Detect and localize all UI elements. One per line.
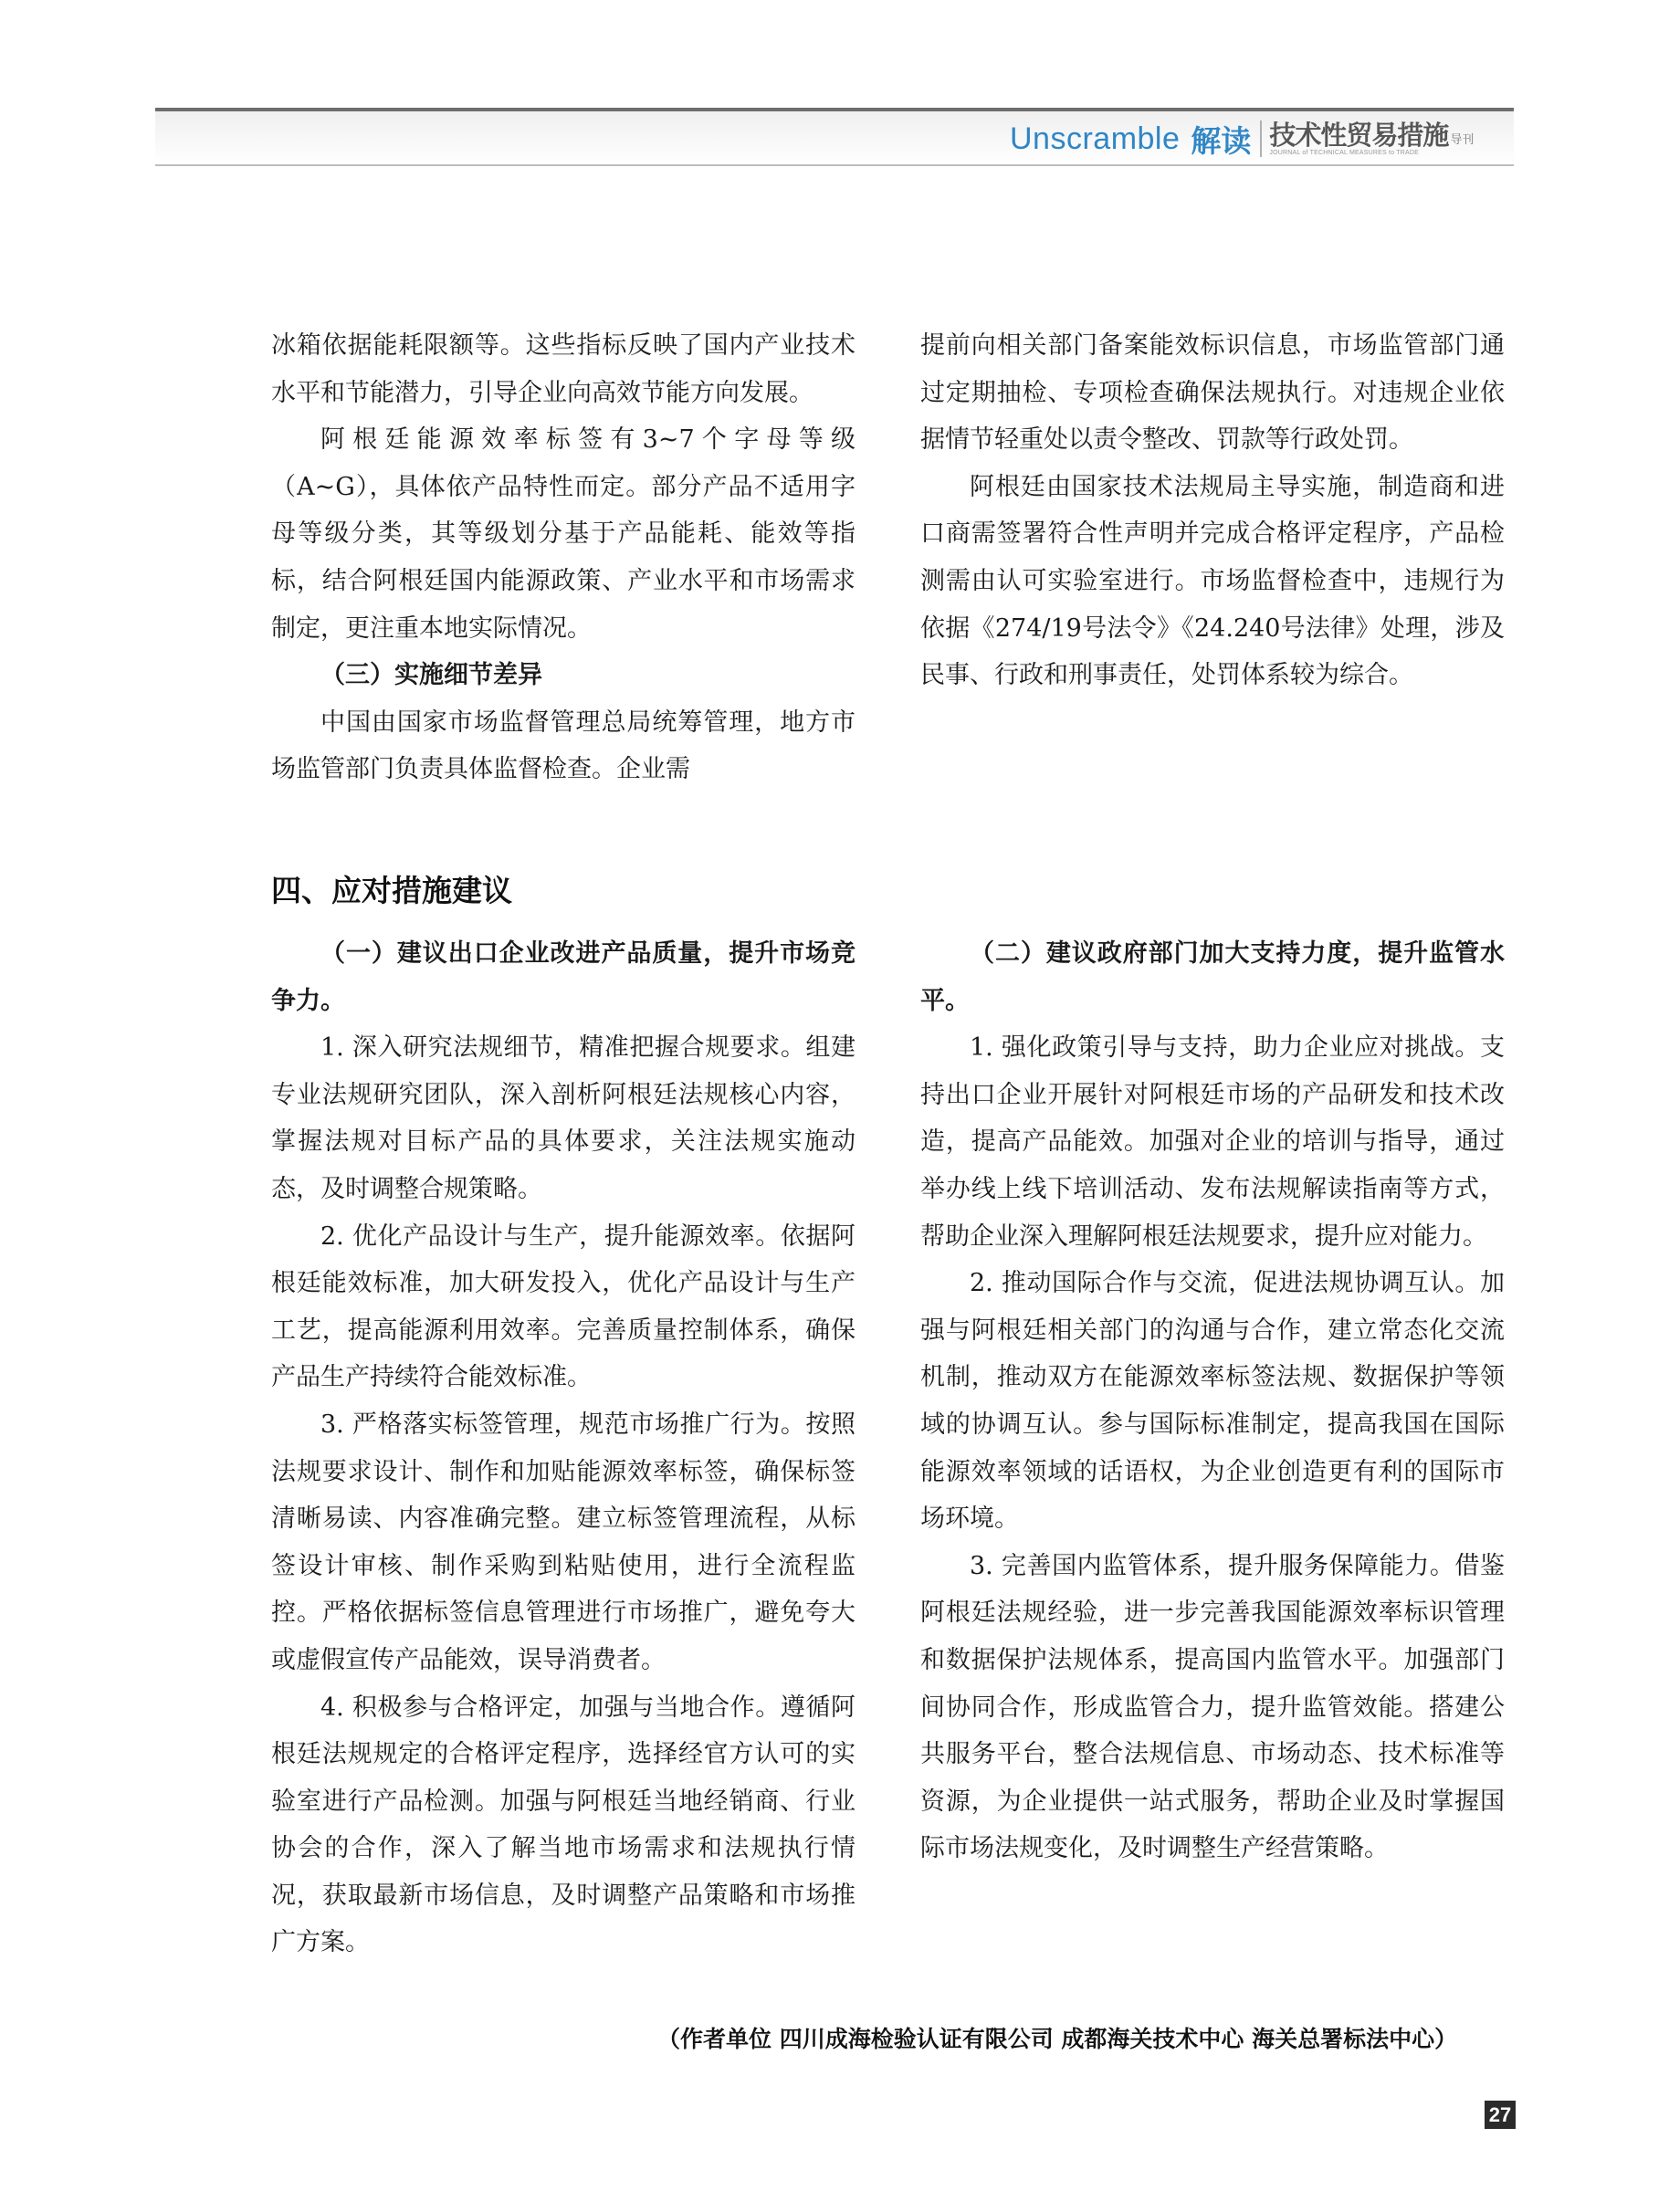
paragraph: 1. 深入研究法规细节，精准把握合规要求。组建专业法规研究团队，深入剖析阿根廷法规核心内容，掌握法规对目标产品的具体要求，关注法规实施动态，及时调整合规策略。 <box>271 1033 855 1203</box>
section-heading: 四、应对措施建议 <box>271 873 512 908</box>
header-divider <box>1260 121 1262 157</box>
top-left-column <box>271 322 855 793</box>
brand-zh: 解读 <box>1191 122 1252 159</box>
subheading: （一）建议出口企业改进产品质量，提升市场竞争力。 <box>271 939 855 1015</box>
paragraph: 3. 完善国内监管体系，提升服务保障能力。借鉴阿根廷法规经验，进一步完善我国能源效率标识管理和数据保护法规体系，提高国内监管水平。加强部门间协同合作，形成监管合力，提升监管效能。搭建公共服务平台，整合法规信息、市场动态、技术标准等资源，为企业提供一站式服务，帮助企业及时掌握国际市场法规变化，及时调整生产经营策略。 <box>920 1551 1505 1863</box>
journal-en: JOURNAL of TECHNICAL MEASURES to TRADE <box>1269 150 1419 156</box>
paragraph: 4. 积极参与合格评定，加强与当地合作。遵循阿根廷法规规定的合格评定程序，选择经官方认可的实验室进行产品检测。加强与阿根廷当地经销商、行业协会的合作，深入了解当地市场需求和法规执行情况，获取最新市场信息，及时调整产品策略和市场推广方案。 <box>271 1693 855 1957</box>
paragraph: 阿根廷由国家技术法规局主导实施，制造商和进口商需签署符合性声明并完成合格评定程序，产品检测需由认可实验室进行。市场监督检查中，违规行为依据《274/19号法令》《24.240号法律》处理，涉及民事、行政和刑事责任，处罚体系较为综合。 <box>920 472 1505 690</box>
paragraph: 2. 优化产品设计与生产，提升能源效率。依据阿根廷能效标准，加大研发投入，优化产品设计与生产工艺，提高能源利用效率。完善质量控制体系，确保产品生产持续符合能效标准。 <box>271 1221 855 1392</box>
paragraph: 2. 推动国际合作与交流，促进法规协调互认。加强与阿根廷相关部门的沟通与合作，建立常态化交流机制，推动双方在能源效率标签法规、数据保护等领域的协调互认。参与国际标准制定，提高我国在国际能源效率领域的话语权，为企业创造更有利的国际市场环境。 <box>920 1269 1505 1534</box>
running-header <box>1010 113 1474 164</box>
subheading: （二）建议政府部门加大支持力度，提升监管水平。 <box>920 939 1505 1015</box>
journal-title: 技术性贸易措施 <box>1269 120 1449 151</box>
paragraph: 阿根廷能源效率标签有3~7个字母等级（A~G），具体依产品特性而定。部分产品不适用字母等级分类，其等级划分基于产品能耗、能效等指标，结合阿根廷国内能源政策、产业水平和市场需求制定，更注重本地实际情况。 <box>271 425 855 643</box>
bottom-left-column <box>271 930 855 1966</box>
journal-logo <box>1269 121 1474 157</box>
paragraph: 3. 严格落实标签管理，规范市场推广行为。按照法规要求设计、制作和加贴能源效率标签，确保标签清晰易读、内容准确完整。建立标签管理流程，从标签设计审核、制作采购到粘贴使用，进行全流程监控。严格依据标签信息管理进行市场推广，避免夸大或虚假宣传产品能效，误导消费者。 <box>271 1410 855 1674</box>
page-number: 27 <box>1485 2101 1516 2129</box>
top-right-column <box>920 322 1505 699</box>
bottom-right-column <box>920 930 1505 1872</box>
brand-en: Unscramble <box>1010 121 1181 156</box>
subheading: （三）实施细节差异 <box>320 661 542 690</box>
journal-suffix: 导刊 <box>1450 133 1475 147</box>
paragraph: 中国由国家市场监督管理总局统筹管理，地方市场监管部门负责具体监督检查。企业需 <box>271 708 855 784</box>
author-affiliation: （作者单位 四川成海检验认证有限公司 成都海关技术中心 海关总署标法中心） <box>657 2026 1458 2052</box>
header-bottom-rule <box>155 164 1514 166</box>
paragraph: 提前向相关部门备案能效标识信息，市场监管部门通过定期抽检、专项检查确保法规执行。对违规企业依据情节轻重处以责令整改、罚款等行政处罚。 <box>920 331 1505 455</box>
paragraph: 冰箱依据能耗限额等。这些指标反映了国内产业技术水平和节能潜力，引导企业向高效节能方向发展。 <box>271 331 855 407</box>
paragraph: 1. 强化政策引导与支持，助力企业应对挑战。支持出口企业开展针对阿根廷市场的产品研发和技术改造，提高产品能效。加强对企业的培训与指导，通过举办线上线下培训活动、发布法规解读指南等方式，帮助企业深入理解阿根廷法规要求，提升应对能力。 <box>920 1033 1505 1251</box>
